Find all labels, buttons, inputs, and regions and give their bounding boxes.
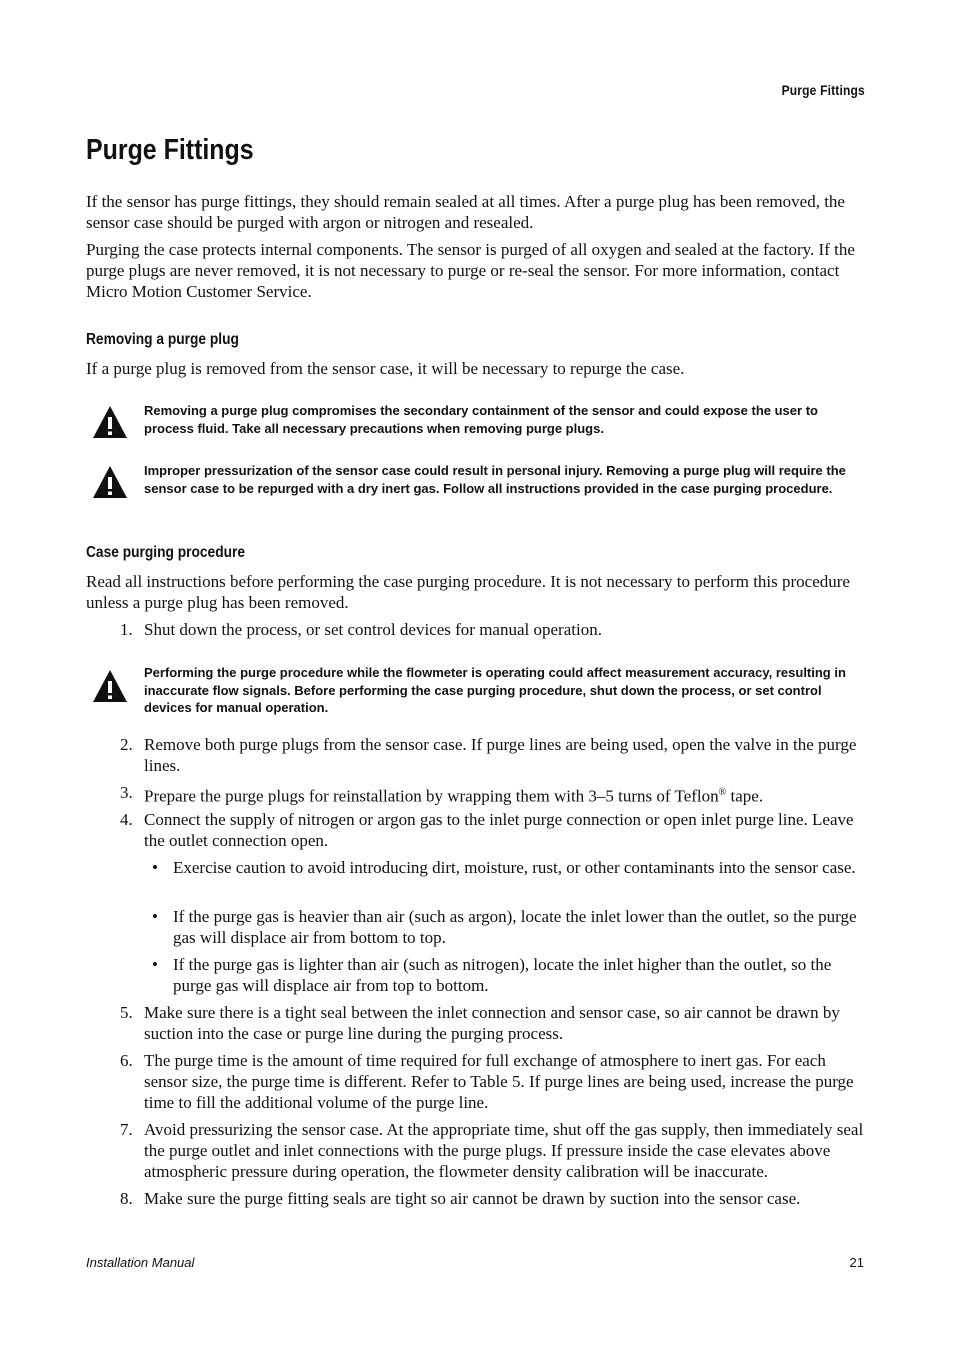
warning-triangle-icon (92, 465, 128, 499)
warning-triangle-icon (92, 405, 128, 439)
step-number: 6. (120, 1051, 133, 1070)
bullet-text: Exercise caution to avoid introducing dirt, moisture, rust, or other contaminants into the sensor case. (173, 858, 856, 877)
step-text: Avoid pressurizing the sensor case. At the appropriate time, shut off the gas supply, then immediately seal the purge outlet and inlet connections with the purge plugs. If pressure inside the case elevates above atmospheric pressure during operation, the flowmeter density calibration will be inaccurate. (144, 1120, 864, 1181)
step-text: Remove both purge plugs from the sensor case. If purge lines are being used, open the valve in the purge lines. (144, 735, 857, 775)
procedure-paragraph: Read all instructions before performing the case purging procedure. It is not necessary to perform this procedure unless a purge plug has been removed. (86, 572, 850, 612)
step-text: Shut down the process, or set control devices for manual operation. (144, 620, 602, 639)
step-number: 2. (120, 735, 133, 754)
step-number: 8. (120, 1189, 133, 1208)
footer-page-number: 21 (849, 1255, 864, 1270)
removing-paragraph: If a purge plug is removed from the sensor case, it will be necessary to repurge the case. (86, 359, 685, 378)
step-text: Make sure there is a tight seal between the inlet connection and sensor case, so air cannot be drawn by suction into the case or purge line during the purging process. (144, 1003, 840, 1043)
footer-manual-name: Installation Manual (86, 1255, 195, 1270)
warning-text-2: Improper pressurization of the sensor case could result in personal injury. Removing a purge plug will require the sensor case to be repurged with a dry inert gas. Follow all instructions provided in the case purging procedure. (144, 463, 846, 496)
bullet-symbol: • (152, 955, 158, 974)
step-text (144, 782, 864, 807)
step-number: 5. (120, 1003, 133, 1022)
step-text: The purge time is the amount of time required for full exchange of atmosphere to inert gas. For each sensor size, the purge time is different. Refer to Table 5. If purge lines are being used, increase the purge time to fill the additional volume of the purge line. (144, 1051, 854, 1112)
section-heading-removing: Removing a purge plug (86, 331, 239, 348)
warning-triangle-icon (92, 669, 128, 703)
step-number: 3. (120, 783, 133, 802)
intro-paragraph-2: Purging the case protects internal components. The sensor is purged of all oxygen and sealed at the factory. If the purge plugs are never removed, it is not necessary to purge or re-seal the sensor. For more information, contact Micro Motion Customer Service. (86, 240, 855, 301)
section-heading-procedure: Case purging procedure (86, 544, 246, 561)
bullet-text: If the purge gas is heavier than air (such as argon), locate the inlet lower than the outlet, so the purge gas will displace air from bottom to top. (173, 907, 857, 947)
step-text: Connect the supply of nitrogen or argon gas to the inlet purge connection or open inlet purge line. Leave the outlet connection open. (144, 810, 854, 850)
warning-text-3: Performing the purge procedure while the flowmeter is operating could affect measurement accuracy, resulting in inaccurate flow signals. Before performing the case purging procedure, shut down the process, or set control devices for manual operation. (144, 665, 846, 715)
registered-mark: ® (718, 787, 727, 798)
step-number: 7. (120, 1120, 133, 1139)
step-text: Make sure the purge fitting seals are tight so air cannot be drawn by suction into the sensor case. (144, 1189, 801, 1208)
step-number: 1. (120, 620, 133, 639)
bullet-text: If the purge gas is lighter than air (such as nitrogen), locate the inlet higher than the outlet, so the purge gas will displace air from top to bottom. (173, 955, 832, 995)
running-header: Purge Fittings (781, 82, 865, 98)
step-text-end: tape. (726, 786, 764, 806)
bullet-symbol: • (152, 858, 158, 877)
bullet-symbol: • (152, 907, 158, 926)
intro-paragraph-1: If the sensor has purge fittings, they should remain sealed at all times. After a purge plug has been removed, the sensor case should be purged with argon or nitrogen and resealed. (86, 192, 845, 232)
step-number: 4. (120, 810, 133, 829)
page-title: Purge Fittings (86, 134, 254, 166)
step-text-main: Prepare the purge plugs for reinstallation by wrapping them with 3–5 turns of Teflon (144, 786, 719, 806)
warning-text-1: Removing a purge plug compromises the secondary containment of the sensor and could expose the user to process fluid. Take all necessary precautions when removing purge plugs. (144, 403, 818, 436)
